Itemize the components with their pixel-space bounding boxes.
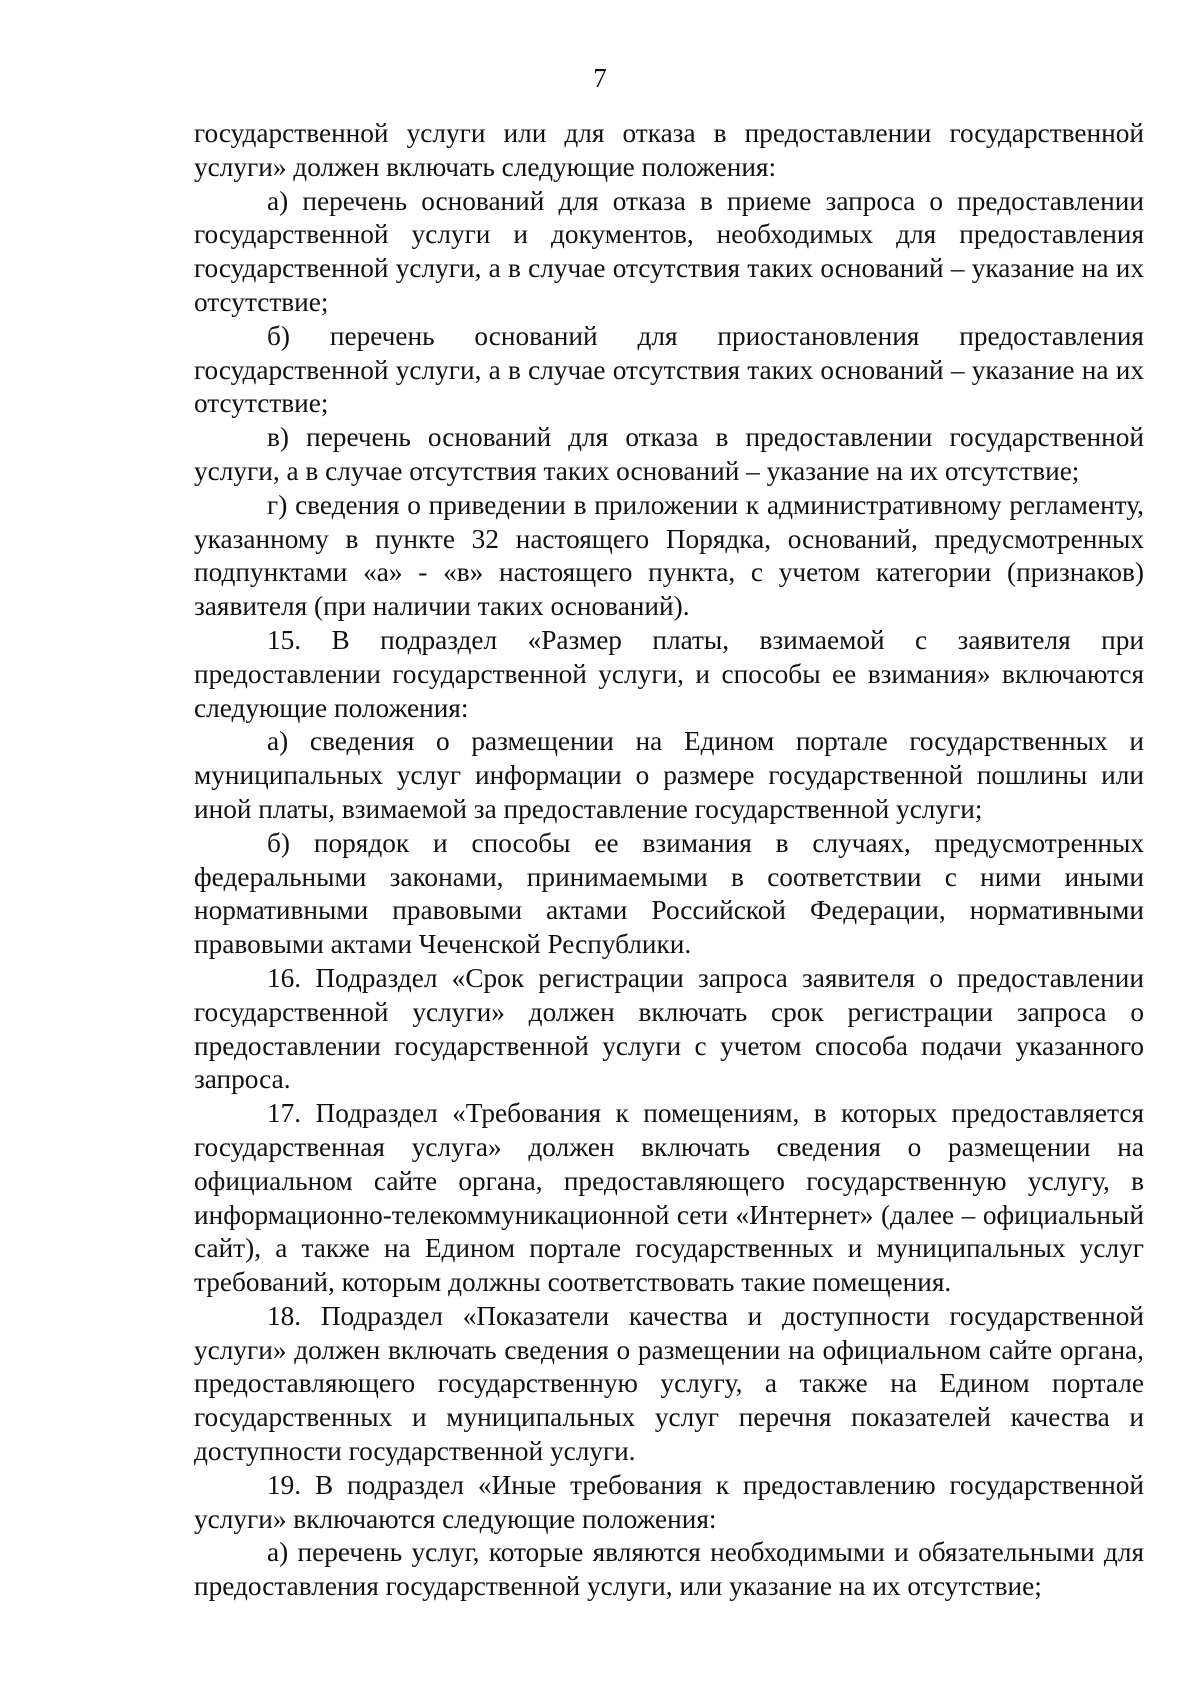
document-body [194,117,1144,1604]
paragraph-section-15: 15. В подраздел «Размер платы, взимаемой с заявителя при предоставлении государственной услуги, и способы ее взимания» включаются следующие положения: [194,624,1144,723]
paragraph-19-item-a: а) перечень услуг, которые являются необходимыми и обязательными для предоставления государственной услуги, или указание на их отсутствие; [194,1537,1144,1602]
paragraph-item-a-refusal-acceptance: а) перечень оснований для отказа в приеме запроса о предоставлении государственной услуги и документов, необходимых для предоставления государственной услуги, а в случае отсутствия таких оснований – указание на их отсутствие; [194,185,1144,317]
paragraph-continuation: государственной услуги или для отказа в предоставлении государственной услуги» должен включать следующие положения: [194,118,1144,182]
paragraph-section-16: 16. Подраздел «Срок регистрации запроса заявителя о предоставлении государственной услуги» должен включать срок регистрации запроса о предоставлении государственной услуги с учетом способа подачи указанного запроса. [194,962,1144,1095]
page-number: 7 [593,63,607,93]
paragraph-15-item-b: б) порядок и способы ее взимания в случаях, предусмотренных федеральными законами, принимаемыми в соответствии с ними иными нормативными правовыми актами Российской Федерации, нормативными правовыми актами Чеченской Республики. [194,827,1144,960]
paragraph-section-19: 19. В подраздел «Иные требования к предоставлению государственной услуги» включаются следующие положения: [194,1469,1144,1534]
paragraph-item-b-suspension: б) перечень оснований для приостановления предоставления государственной услуги, а в случае отсутствия таких оснований – указание на их отсутствие; [194,320,1144,419]
paragraph-item-v-refusal-provision: в) перечень оснований для отказа в предоставлении государственной услуги, а в случае отсутствия таких оснований – указание на их отсутствие; [194,422,1144,486]
paragraph-section-18: 18. Подраздел «Показатели качества и доступности государственной услуги» должен включать сведения о размещении на официальном сайте органа, предоставляющего государственную услугу, а также на Едином портале государственных и муниципальных услуг перечня показателей качества и доступности государственной услуги. [194,1300,1144,1467]
paragraph-15-item-a: а) сведения о размещении на Едином портале государственных и муниципальных услуг информации о размере государственной пошлины или иной платы, взимаемой за предоставление государственной услуги; [194,726,1144,824]
paragraph-section-17: 17. Подраздел «Требования к помещениям, в которых предоставляется государственная услуга» должен включать сведения о размещении на официальном сайте органа, предоставляющего государственную услугу, в информационно-телекоммуникационной сети «Интернет» (далее – официальный сайт), а также на Едином портале государственных и муниципальных услуг требований, которым должны соответствовать такие помещения. [194,1098,1144,1298]
paragraph-item-g-appendix: г) сведения о приведении в приложении к административному регламенту, указанному в пункте 32 настоящего Порядка, оснований, предусмотренных подпунктами «а» - «в» настоящего пункта, с учетом категории (признаков) заявителя (при наличии таких оснований). [194,489,1144,622]
